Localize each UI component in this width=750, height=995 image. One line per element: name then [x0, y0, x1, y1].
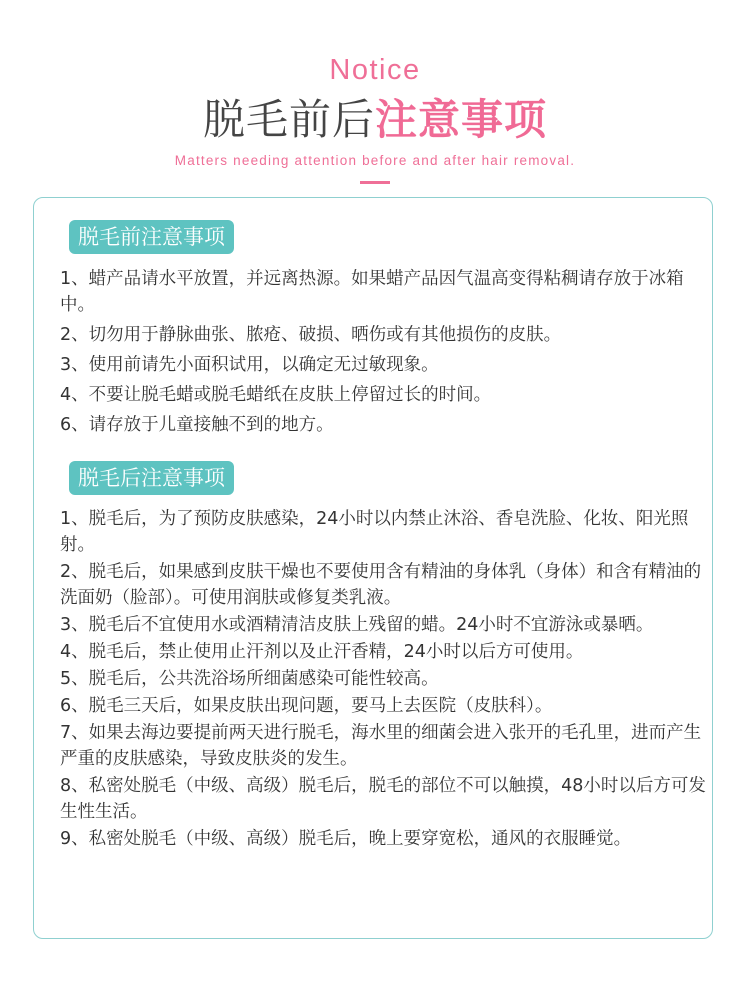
- section-title-after: 脱毛后注意事项: [69, 461, 234, 495]
- notice-label: Notice: [329, 54, 421, 86]
- list-item: 4、脱毛后，禁止使用止汗剂以及止汗香精，24小时以后方可使用。: [60, 642, 584, 662]
- section-title-before: 脱毛前注意事项: [69, 220, 234, 254]
- list-item: 9、私密处脱毛（中级、高级）脱毛后，晚上要穿宽松，通风的衣服睡觉。: [60, 829, 632, 849]
- list-item: 3、脱毛后不宜使用水或酒精清洁皮肤上残留的蜡。24小时不宜游泳或暴晒。: [60, 615, 654, 635]
- list-item: 7、如果去海边要提前两天进行脱毛，海水里的细菌会进入张开的毛孔里，进而产生严重的皮肤感染，导致皮肤炎的发生。: [60, 723, 702, 769]
- list-item: 6、脱毛三天后，如果皮肤出现问题，要马上去医院（皮肤科）。: [60, 696, 553, 716]
- list-item: 8、私密处脱毛（中级、高级）脱毛后，脱毛的部位不可以触摸，48小时以后方可发生性生活。: [60, 776, 706, 822]
- list-item: 2、脱毛后，如果感到皮肤干燥也不要使用含有精油的身体乳（身体）和含有精油的洗面奶（脸部）。可使用润肤或修复类乳液。: [60, 562, 702, 608]
- after-list: [60, 506, 710, 853]
- page-title-part1: 脱毛前后: [202, 95, 375, 144]
- list-item: 5、脱毛后，公共洗浴场所细菌感染可能性较高。: [60, 669, 439, 689]
- list-item: 2、切勿用于静脉曲张、脓疮、破损、晒伤或有其他损伤的皮肤。: [60, 325, 562, 345]
- list-item: 3、使用前请先小面积试用，以确定无过敏现象。: [60, 355, 439, 375]
- page-subtitle: Matters needing attention before and after hair removal.: [174, 153, 576, 168]
- before-list: [60, 266, 710, 442]
- list-item: 4、不要让脱毛蜡或脱毛蜡纸在皮肤上停留过长的时间。: [60, 385, 492, 405]
- page-title-highlight: 注意事项: [375, 95, 548, 144]
- page-header: [0, 50, 750, 169]
- list-item: 6、请存放于儿童接触不到的地方。: [60, 415, 334, 435]
- list-item: 1、脱毛后，为了预防皮肤感染，24小时以内禁止沐浴、香皂洗脸、化妆、阳光照射。: [60, 509, 689, 555]
- list-item: 1、蜡产品请水平放置，并远离热源。如果蜡产品因气温高变得粘稠请存放于冰箱中。: [60, 269, 684, 315]
- page-title: [0, 93, 750, 147]
- title-divider: [360, 181, 390, 184]
